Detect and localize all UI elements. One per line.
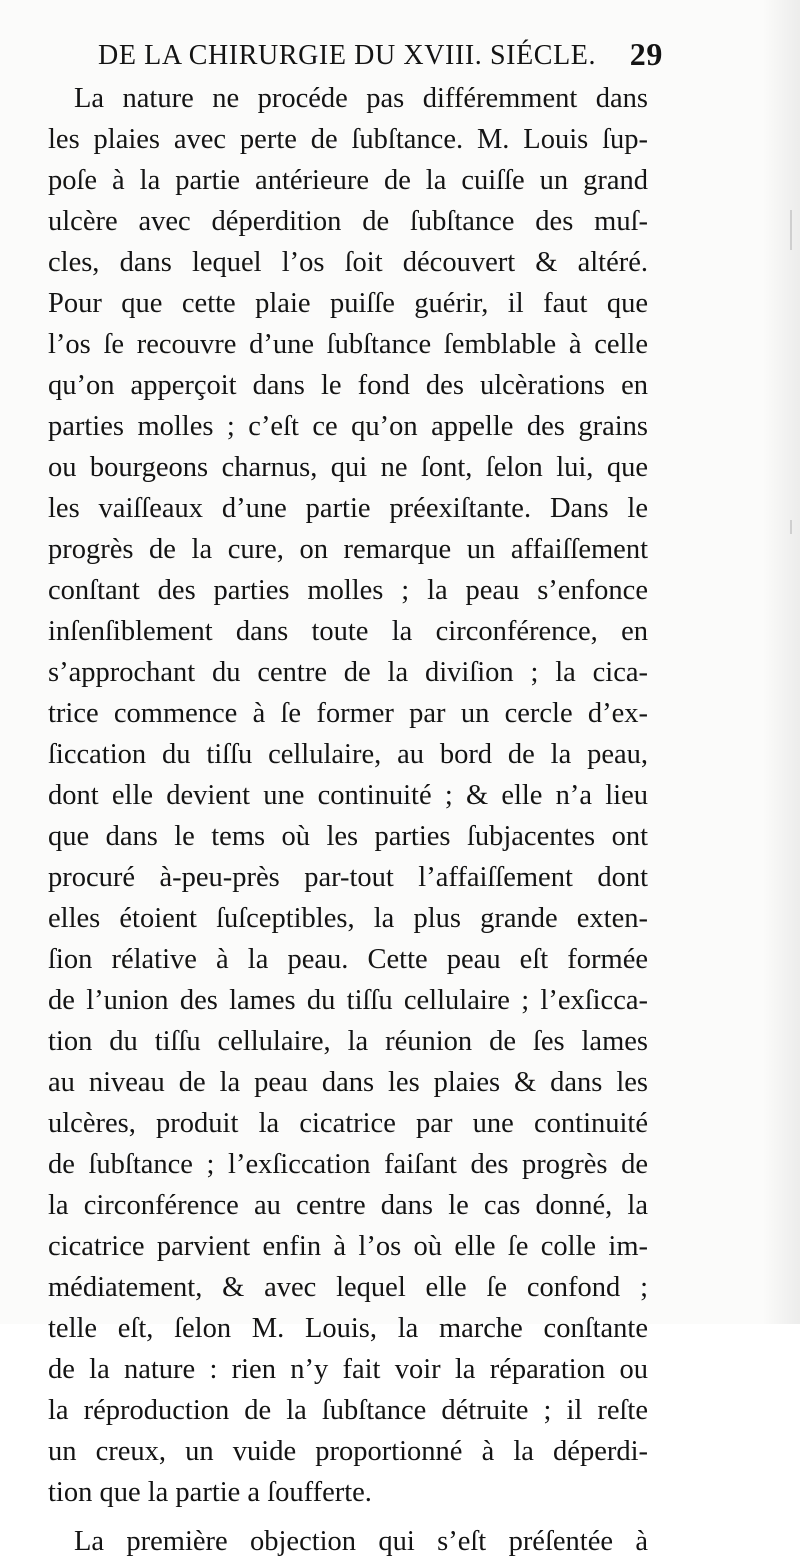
text-line: tion que la partie a ſoufferte. xyxy=(48,1477,372,1508)
text-line: Pour que cette plaie puiſſe guérir, il faut que xyxy=(48,288,648,319)
page-edge-shadow xyxy=(762,0,800,1324)
bleed-mark xyxy=(790,520,792,534)
body-text xyxy=(48,78,648,1562)
bleed-mark xyxy=(790,210,792,250)
text-line: progrès de la cure, on remarque un affaiſſement xyxy=(48,534,648,565)
text-line: la circonférence au centre dans le cas donné, la xyxy=(48,1190,648,1221)
text-line: les vaiſſeaux d’une partie préexiſtante. Dans le xyxy=(48,493,648,524)
text-line: parties molles ; c’eſt ce qu’on appelle des grains xyxy=(48,411,648,442)
text-line: de l’union des lames du tiſſu cellulaire ; l’exſicca- xyxy=(48,985,648,1016)
text-line: ſiccation du tiſſu cellulaire, au bord de la peau, xyxy=(48,739,648,770)
text-line: s’approchant du centre de la diviſion ; la cica- xyxy=(48,657,648,688)
text-line: poſe à la partie antérieure de la cuiſſe un grand xyxy=(48,165,648,196)
text-line: la réproduction de la ſubſtance détruite ; il reſte xyxy=(48,1395,648,1426)
text-line: au niveau de la peau dans les plaies & dans les xyxy=(48,1067,648,1098)
text-line: conſtant des parties molles ; la peau s’enfonce xyxy=(48,575,648,606)
text-line: telle eſt, ſelon M. Louis, la marche conſtante xyxy=(48,1313,648,1344)
text-line: trice commence à ſe former par un cercle d’ex- xyxy=(48,698,648,729)
text-line: de la nature : rien n’y fait voir la réparation ou xyxy=(48,1354,648,1385)
running-head: DE LA CHIRURGIE DU XVIII. SIÉCLE. xyxy=(98,40,597,71)
text-line: ulcères, produit la cicatrice par une continuité xyxy=(48,1108,648,1139)
text-line: tion du tiſſu cellulaire, la réunion de ſes lames xyxy=(48,1026,648,1057)
text-line: médiatement, & avec lequel elle ſe confond ; xyxy=(48,1272,648,1303)
text-line: inſenſiblement dans toute la circonférence, en xyxy=(48,616,648,647)
text-line: que dans le tems où les parties ſubjacentes ont xyxy=(48,821,648,852)
page-number: 29 xyxy=(629,36,663,72)
text-line: l’os ſe recouvre d’une ſubſtance ſemblable à celle xyxy=(48,329,648,360)
text-line: dont elle devient une continuité ; & elle n’a lieu xyxy=(48,780,648,811)
text-line: ulcère avec déperdition de ſubſtance des muſ- xyxy=(48,206,648,237)
text-line: elles étoient ſuſceptibles, la plus grande exten- xyxy=(48,903,648,934)
text-line: ſion rélative à la peau. Cette peau eſt formée xyxy=(48,944,648,975)
text-line: ou bourgeons charnus, qui ne ſont, ſelon lui, que xyxy=(48,452,648,483)
text-line: La nature ne procéde pas différemment dans xyxy=(74,83,648,114)
text-line: cicatrice parvient enfin à l’os où elle ſe colle im- xyxy=(48,1231,648,1262)
text-line: les plaies avec perte de ſubſtance. M. Louis ſup- xyxy=(48,124,648,155)
text-line: La première objection qui s’eſt préſentée à xyxy=(74,1526,648,1557)
text-line: un creux, un vuide proportionné à la déperdi- xyxy=(48,1436,648,1467)
text-line: de ſubſtance ; l’exſiccation faiſant des progrès de xyxy=(48,1149,648,1180)
text-line: cles, dans lequel l’os ſoit découvert & altéré. xyxy=(48,247,648,278)
text-line: qu’on apperçoit dans le fond des ulcèrations en xyxy=(48,370,648,401)
page-header xyxy=(98,36,663,80)
text-line: procuré à-peu-près par-tout l’affaiſſement dont xyxy=(48,862,648,893)
